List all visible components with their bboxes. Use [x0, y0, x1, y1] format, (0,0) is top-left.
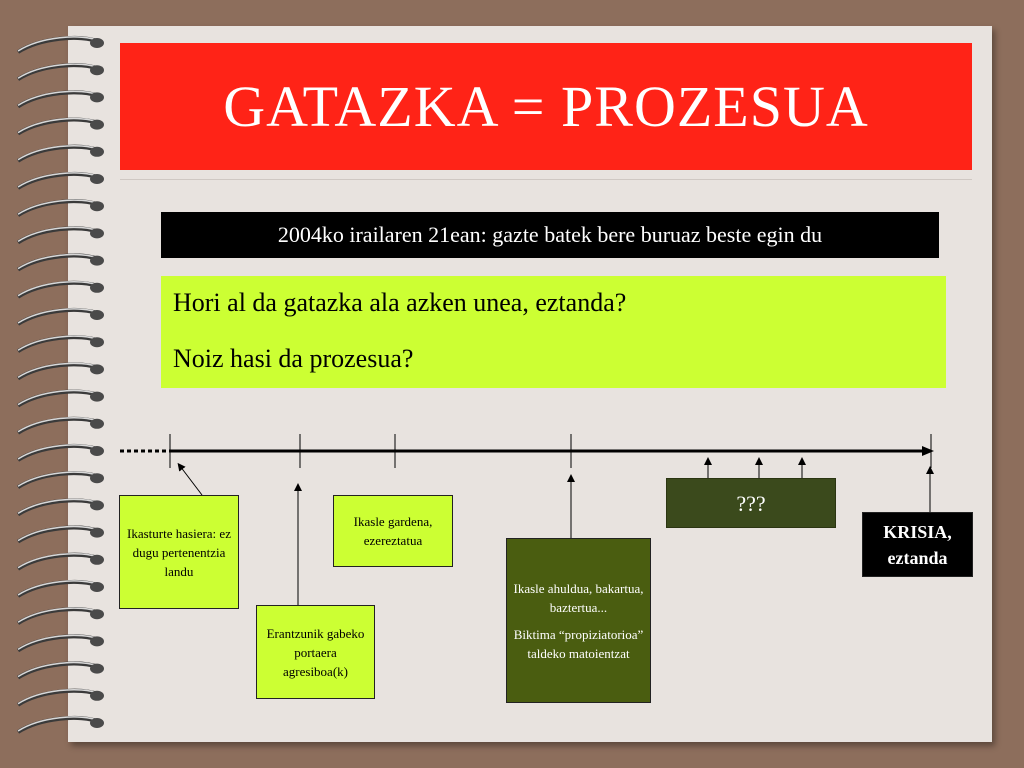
box-invisible-student — [333, 495, 453, 567]
spiral-ring — [18, 37, 104, 52]
box-course-start-text: Ikasturte hasiera: ez dugu pertenentzia landu — [127, 525, 231, 579]
spiral-ring — [18, 119, 104, 134]
title-banner — [120, 43, 972, 170]
spiral-ring — [18, 282, 104, 297]
question-1: Hori al da gatazka ala azken unea, eztanda? — [173, 288, 627, 317]
spiral-ring — [18, 391, 104, 406]
box-victim-text: Biktima “propiziatorioa” taldeko matoientzat — [513, 626, 644, 661]
spiral-ring — [18, 173, 104, 188]
spiral-ring — [18, 499, 104, 514]
spiral-ring — [18, 146, 104, 161]
box-weak-student — [506, 538, 651, 703]
box-crisis-text: KRISIA, eztanda — [883, 521, 952, 568]
date-headline — [161, 212, 939, 258]
spiral-ring — [18, 336, 104, 351]
spiral-ring — [18, 445, 104, 460]
spiral-ring — [18, 717, 104, 732]
spiral-ring — [18, 581, 104, 596]
question-box — [161, 276, 946, 388]
spiral-ring — [18, 554, 104, 569]
spiral-ring — [18, 472, 104, 487]
spiral-ring — [18, 635, 104, 650]
spiral-ring — [18, 255, 104, 270]
box-unknown — [666, 478, 836, 528]
spiral-ring — [18, 363, 104, 378]
box-aggressive-behaviour-text: Erantzunik gabeko portaera agresiboa(k) — [266, 625, 365, 679]
title-divider — [120, 179, 972, 180]
spiral-ring — [18, 200, 104, 215]
spiral-ring — [18, 64, 104, 79]
spiral-binding — [0, 0, 120, 768]
box-weak-student-text: Ikasle ahuldua, bakartua, baztertua... — [513, 580, 644, 615]
spiral-ring — [18, 527, 104, 542]
question-2: Noiz hasi da prozesua? — [173, 344, 414, 373]
box-crisis — [862, 512, 973, 577]
box-unknown-text: ??? — [736, 490, 766, 516]
box-aggressive-behaviour — [256, 605, 375, 699]
spiral-ring — [18, 690, 104, 705]
date-headline-text: 2004ko irailaren 21ean: gazte batek bere buruaz beste egin du — [277, 222, 823, 247]
spiral-ring — [18, 309, 104, 324]
box-invisible-student-text: Ikasle gardena, ezereztatua — [353, 514, 433, 548]
box-course-start — [119, 495, 239, 609]
spiral-ring — [18, 91, 104, 106]
slide-title: GATAZKA = PROZESUA — [223, 74, 869, 139]
spiral-ring — [18, 227, 104, 242]
spiral-ring — [18, 608, 104, 623]
spiral-ring — [18, 663, 104, 678]
spiral-ring — [18, 418, 104, 433]
